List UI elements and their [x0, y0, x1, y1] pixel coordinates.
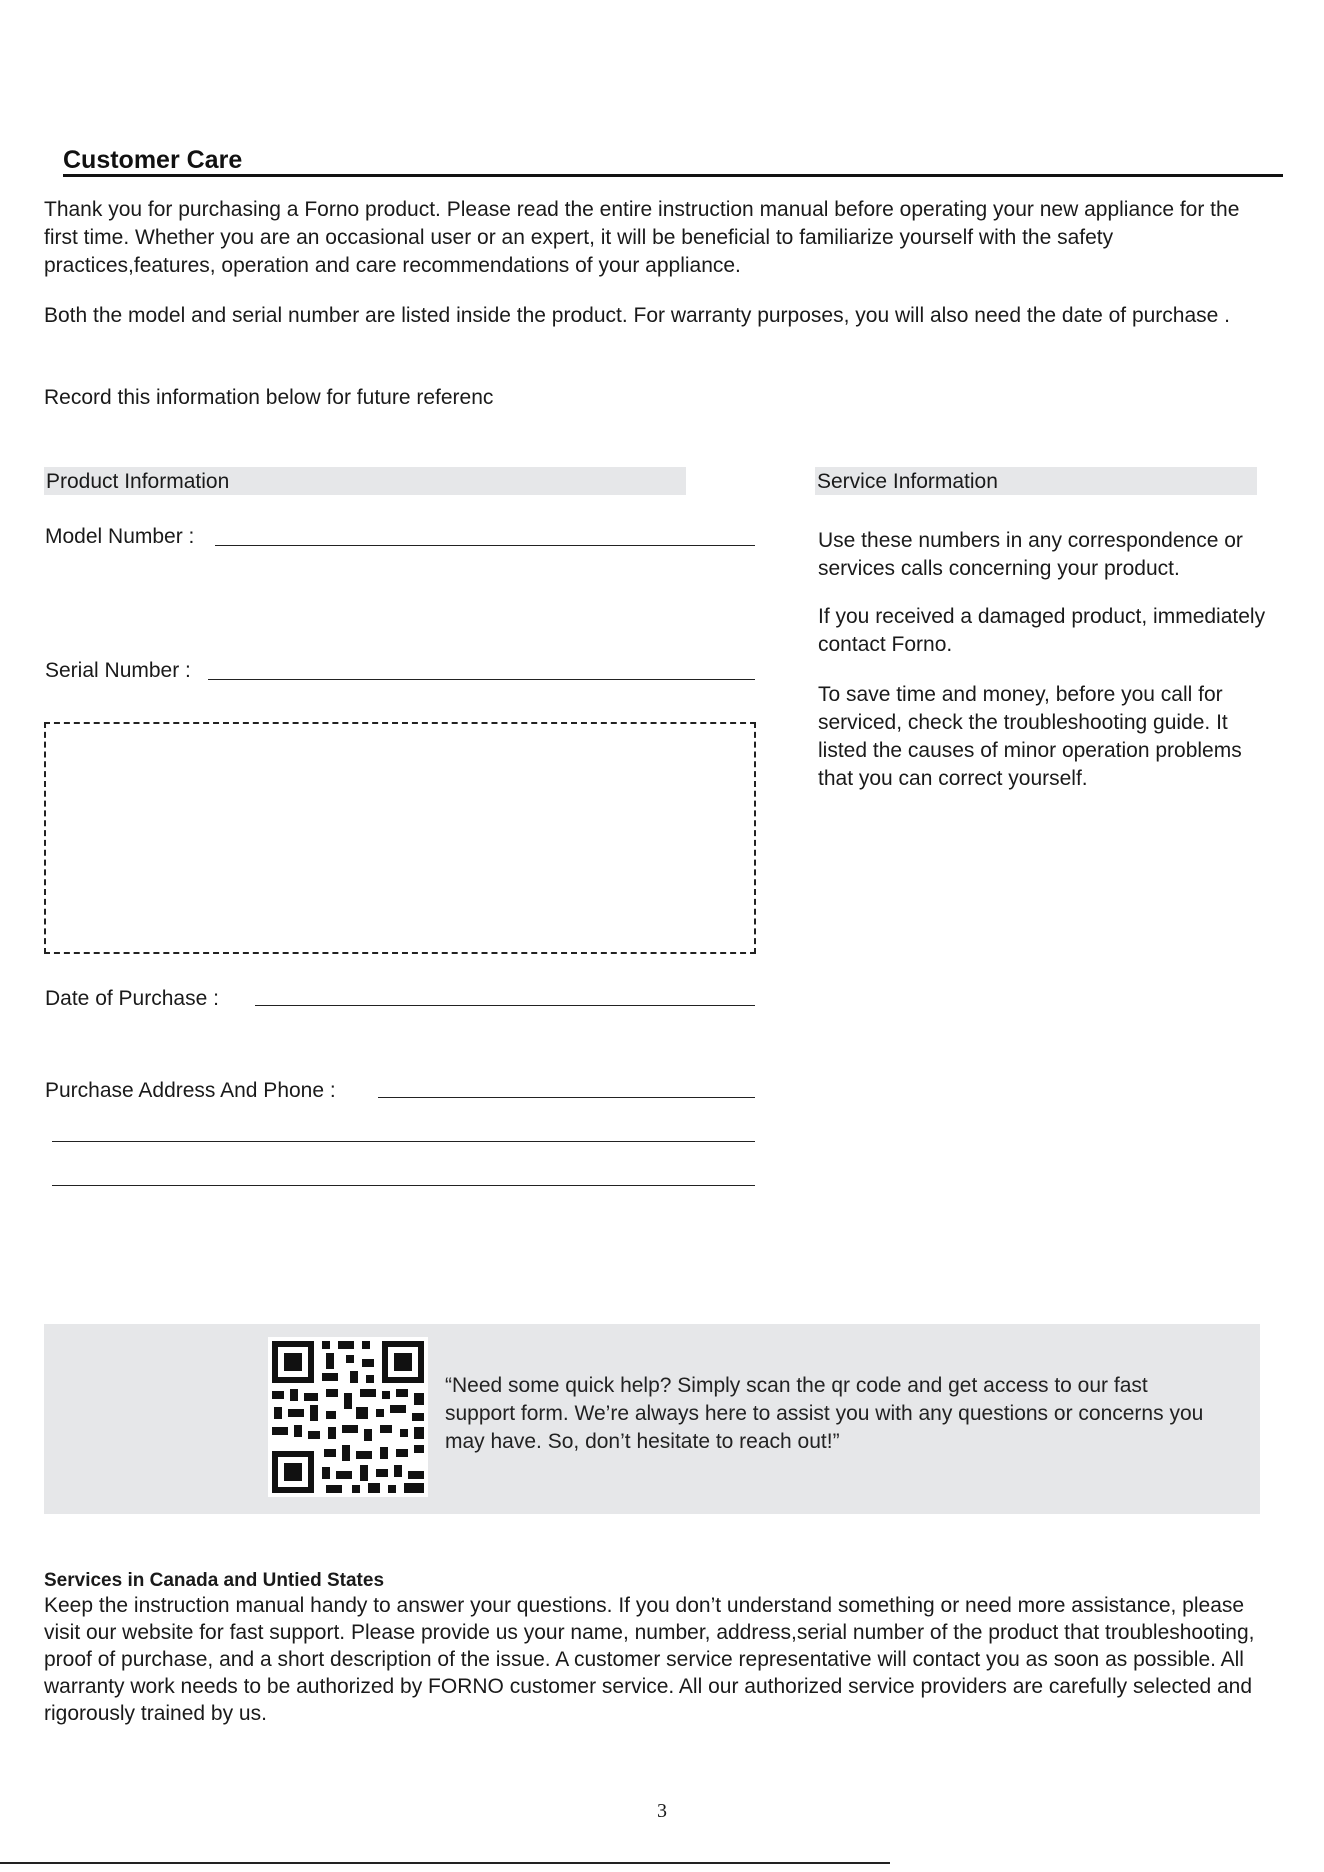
- services-body: Keep the instruction manual handy to answer your questions. If you don’t understand something or need more assistance, please visit our website for fast support. Please provide us your name, number, address,serial number of the product that troubleshooting, proof of purchase, and a short description of the issue. A customer service representative will contact you as soon as possible. All warranty work needs to be authorized by FORNO customer service. All our authorized service providers are carefully selected and rigorously trained by us.: [44, 1594, 1255, 1725]
- label-attachment-box: [44, 722, 756, 954]
- page-number: 3: [657, 1800, 667, 1822]
- troubleshooting-text: To save time and money, before you call for serviced, check the troubleshooting guide. It listed the causes of minor operation problems that you can correct yourself.: [818, 683, 1242, 790]
- intro-paragraph: Thank you for purchasing a Forno product. Please read the entire instruction manual before operating your new appliance for the first time. Whether you are an occasional user or an expert, it will be beneficial to familiarize yourself with the safety practices,features, operation and care recommendations of your appliance.: [44, 198, 1240, 277]
- model-number-field[interactable]: [215, 545, 755, 546]
- damaged-product-text: If you received a damaged product, immediately contact Forno.: [818, 605, 1266, 656]
- model-number-label: Model Number :: [45, 525, 195, 548]
- service-info-header: Service Information: [815, 467, 1257, 495]
- service-correspondence-text: Use these numbers in any correspondence or services calls concerning your product.: [818, 529, 1243, 580]
- purchase-address-line-2[interactable]: [52, 1141, 755, 1142]
- page-title: Customer Care: [63, 146, 243, 174]
- warranty-paragraph: Both the model and serial number are listed inside the product. For warranty purposes, you will also need the date of purchase .: [44, 304, 1230, 327]
- help-panel-text: “Need some quick help? Simply scan the qr code and get access to our fast support form. We’re always here to assist you with any questions or concerns you may have. So, don’t hesitate to reach out!”: [445, 1374, 1204, 1453]
- footer-rule: [0, 1862, 890, 1864]
- qr-code-icon[interactable]: [268, 1337, 428, 1497]
- purchase-address-field[interactable]: [378, 1097, 755, 1098]
- serial-number-label: Serial Number :: [45, 659, 191, 682]
- title-underline: [63, 174, 1283, 177]
- purchase-address-label: Purchase Address And Phone :: [45, 1079, 336, 1102]
- date-of-purchase-label: Date of Purchase :: [45, 987, 219, 1010]
- serial-number-field[interactable]: [208, 679, 755, 680]
- record-instruction: Record this information below for future referenc: [44, 386, 494, 409]
- product-info-header: Product Information: [44, 467, 686, 495]
- date-of-purchase-field[interactable]: [255, 1005, 755, 1006]
- purchase-address-line-3[interactable]: [52, 1185, 755, 1186]
- services-title: Services in Canada and Untied States: [44, 1570, 385, 1591]
